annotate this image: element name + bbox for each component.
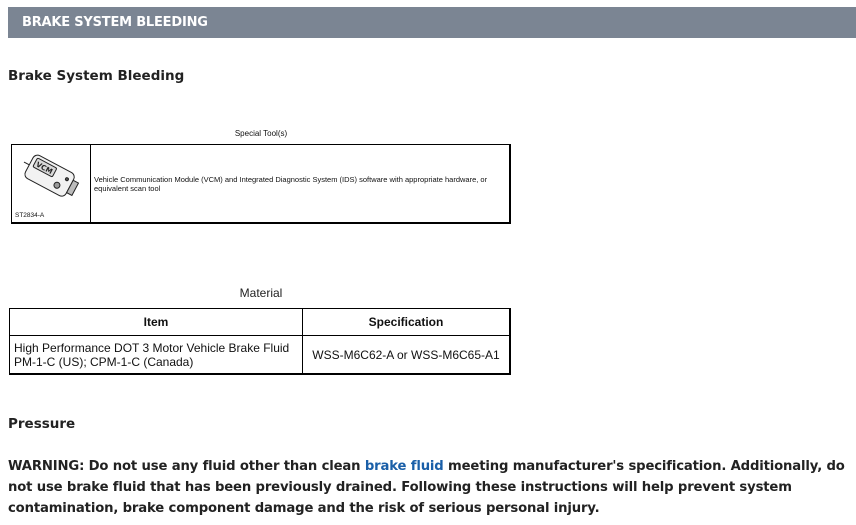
tool-description: Vehicle Communication Module (VCM) and Integrated Diagnostic System (IDS) software with appropriate hardware, or equivalent scan tool [94,175,488,193]
vcm-device-icon [16,151,84,203]
warning-suffix: meeting manufacturer's specification. Additionally, do not use brake fluid that has been previously drained. Following these instructions will help prevent system contamination, brake component damage and the risk of serious personal injury. [8,459,845,516]
section-title: Brake System Bleeding [8,68,185,84]
material-item-cell [10,336,303,375]
material-item-line1: High Performance DOT 3 Motor Vehicle Brake Fluid [14,340,290,355]
page-header-title: BRAKE SYSTEM BLEEDING [22,15,208,30]
special-tools-table [11,144,511,224]
pressure-title: Pressure [8,416,76,432]
warning-prefix: WARNING: Do not use any fluid other than clean [8,459,365,474]
tool-code: ST2834-A [15,212,45,219]
material-table [9,308,511,375]
brake-fluid-link[interactable]: brake fluid [364,459,444,474]
tool-image-cell [12,145,91,222]
column-header-specification: Specification [303,309,511,336]
page-header [8,7,856,38]
material-specification-cell: WSS-M6C62-A or WSS-M6C65-A1 [303,336,511,375]
top-border [0,0,856,7]
material-item-line2: PM-1-C (US); CPM-1-C (Canada) [14,354,194,369]
material-caption: Material [239,286,283,300]
svg-text:VCM: VCM [34,160,54,176]
warning-text [8,456,850,519]
column-header-item: Item [10,309,303,336]
special-tools-caption: Special Tool(s) [234,129,288,138]
material-table-header-row [10,309,511,336]
table-row [10,336,511,375]
